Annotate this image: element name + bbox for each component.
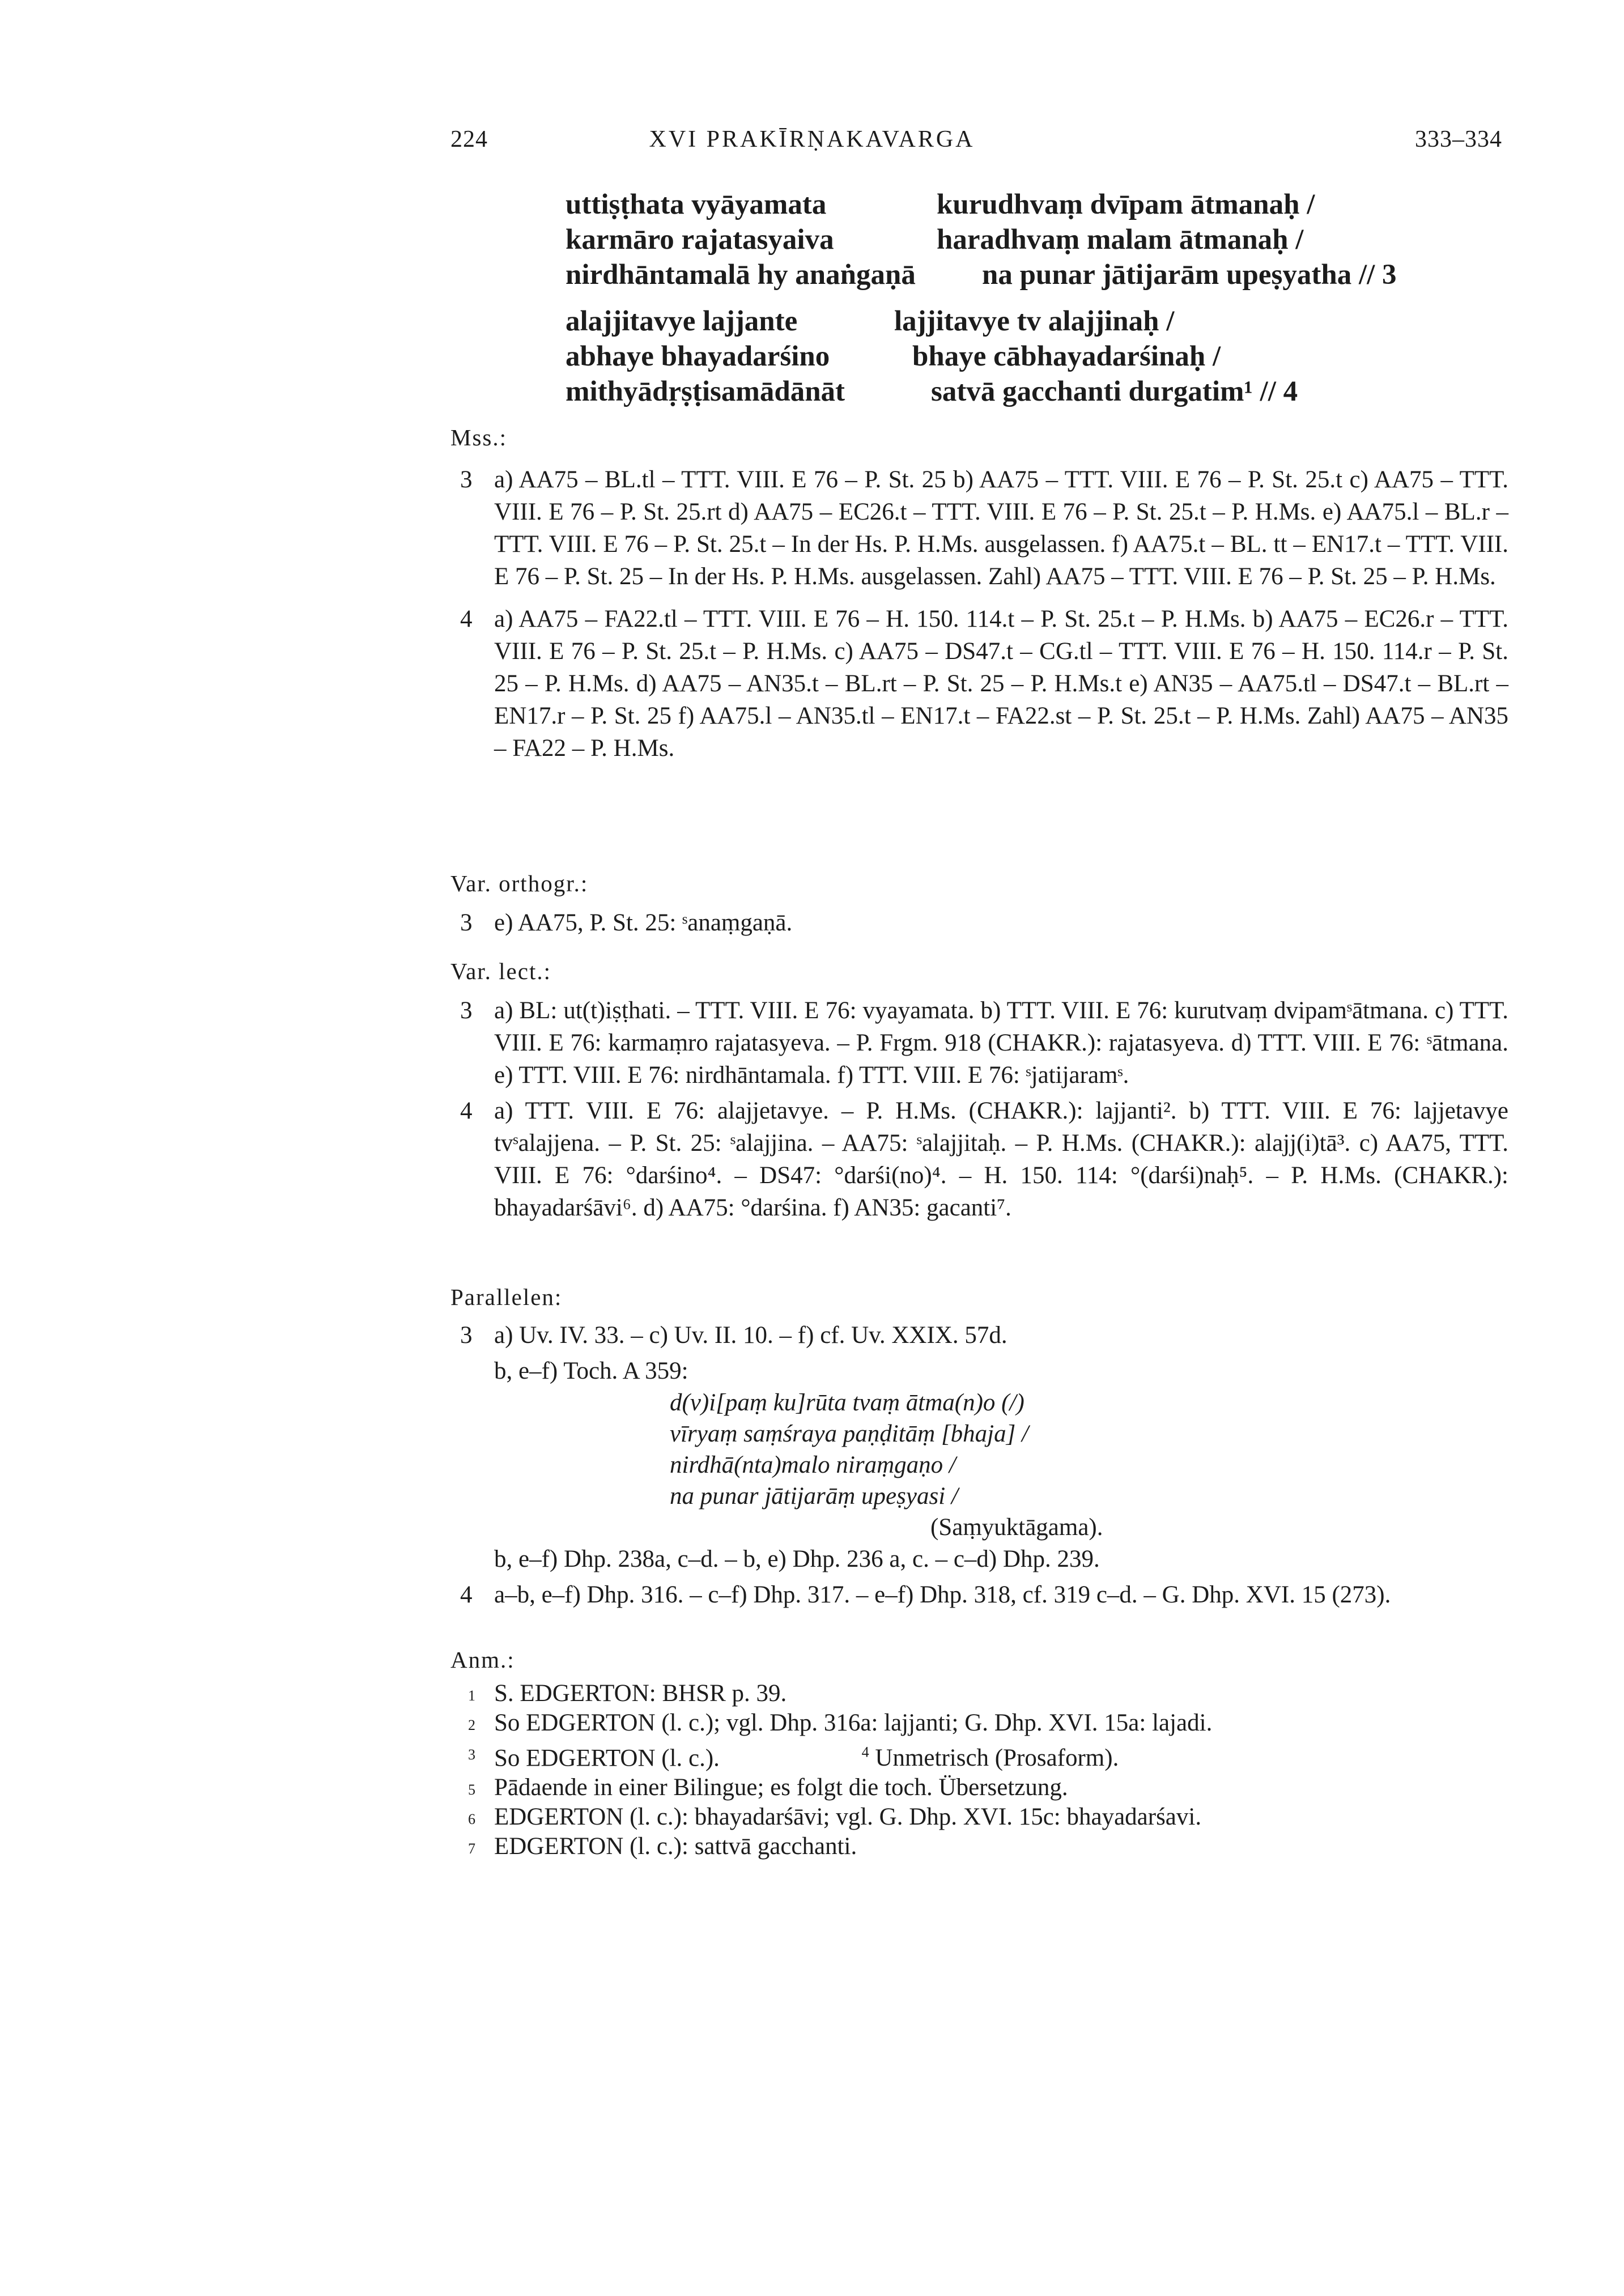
footnote-inline (726, 1745, 1119, 1771)
quote-line: d(v)i[paṃ ku]rūta tvaṃ ātma(n)o (/) (670, 1389, 1024, 1416)
verse-pada-a: nirdhāntamalā hy anaṅgaṇā (566, 259, 916, 291)
parallel-text: a) Uv. IV. 33. – c) Uv. II. 10. – f) cf. Uv. XXIX. 57d. (494, 1322, 1007, 1349)
parallelen-heading: Parallelen: (450, 1284, 563, 1310)
verse-line (566, 304, 1512, 339)
notes-block (460, 1679, 1508, 1861)
parallel-text: b, e–f) Dhp. 238a, c–d. – b, e) Dhp. 236 a, c. – c–d) Dhp. 239. (494, 1546, 1100, 1572)
mss-entry-4 (460, 603, 1508, 764)
quote-line: nirdhā(nta)malo niraṃgaṇo / (670, 1452, 956, 1478)
quote-line: na punar jātijarāṃ upeṣyasi / (670, 1483, 958, 1510)
orthogr-heading: Var. orthogr.: (450, 870, 589, 896)
verse-pada-b: kurudhvaṃ dvīpam ātmanaḥ / (937, 189, 1315, 220)
verse-pada-a: karmāro rajatasyaiva (566, 224, 834, 256)
quote-source: (Saṃyuktāgama). (930, 1514, 1103, 1541)
footnote-text: So EDGERTON (l. c.); vgl. Dhp. 316a: lajjanti; G. Dhp. XVI. 15a: lajadi. (494, 1710, 1213, 1736)
footnote-text: EDGERTON (l. c.): bhayadarśāvi; vgl. G. Dhp. XVI. 15c: bhayadarśavi. (494, 1804, 1202, 1831)
verse-line (566, 374, 1512, 409)
entry-number: 3 (460, 997, 473, 1024)
footnote-number: 2 (468, 1717, 475, 1733)
parallelen-block (460, 1319, 1508, 1611)
parallel-line (460, 1319, 1508, 1351)
entry-number: 4 (460, 1098, 473, 1124)
entry-number: 4 (460, 606, 473, 632)
verse-line (566, 222, 1512, 257)
lect-heading: Var. lect.: (450, 958, 551, 984)
footnote-number: 5 (468, 1781, 475, 1798)
verse-pada-a: abhaye bhayadarśino (566, 341, 830, 372)
verse-pada-a: uttiṣṭhata vyāyamata (566, 189, 827, 220)
entry-number: 3 (460, 1322, 473, 1349)
verse-pada-b: satvā gacchanti durgatim¹ // 4 (931, 376, 1298, 407)
parallel-line (460, 1543, 1508, 1575)
verse-line (566, 257, 1512, 292)
parallel-text: a–b, e–f) Dhp. 316. – c–f) Dhp. 317. – e–f) Dhp. 318, cf. 319 c–d. – G. Dhp. XVI. 15 (273). (494, 1581, 1391, 1608)
verse-pada-b: na punar jātijarām upeṣyatha // 3 (982, 259, 1397, 291)
verse-pada-a: alajjitavye lajjante (566, 305, 798, 337)
footnote-number: 1 (468, 1687, 475, 1704)
verse-line (566, 187, 1512, 222)
verse-pada-a: mithyādṛṣṭisamādānāt (566, 376, 845, 407)
footnote-number: 7 (468, 1840, 475, 1857)
verse-line (566, 339, 1512, 374)
parallel-text: b, e–f) Toch. A 359: (494, 1358, 688, 1384)
verse-pada-b: lajjitavye tv alajjinaḥ / (894, 305, 1175, 337)
entry-text: a) AA75 – FA22.tl – TTT. VIII. E 76 – H. 150. 114.t – P. St. 25.t – P. H.Ms. b) AA75 – EC26.r – TTT. VIII. E 76 – P. St. 25.t – P. H.Ms. c) AA75 – DS47.t – CG.tl – TTT. VIII. E 76 – H. 150. 114.r – P. St. 25 – P. H.Ms. d) AA75 – AN35.t – BL.rt – P. St. 25 – P. H.Ms.t e) AN35 – AA75.tl – DS47.t – BL.rt – EN17.r – P. St. 25 f) AA75.l – AN35.tl – EN17.t – FA22.st – P. St. 25.t – P. H.Ms. Zahl) AA75 – AN35 – FA22 – P. H.Ms. (494, 606, 1508, 762)
footnote-text: EDGERTON (l. c.): sattvā gacchanti. (494, 1833, 857, 1860)
parallel-line (460, 1579, 1508, 1611)
page-title: XVI PRAKĪRṆAKAVARGA (649, 126, 975, 152)
orthogr-entry-3 (460, 907, 1508, 939)
footnote (460, 1738, 1508, 1773)
parallel-line (460, 1355, 1508, 1387)
mss-block (460, 464, 1508, 764)
lect-block (460, 994, 1508, 1224)
entry-text: a) TTT. VIII. E 76: alajjetavye. – P. H.Ms. (CHAKR.): lajjanti². b) TTT. VIII. E 76: lajjetavye tvˢalajjena. – P. St. 25: ˢalajjina. – AA75: ˢalajjitaḥ. – P. H.Ms. (CHAKR.): alajj(i)tā³. c) AA75, TTT. VIII. E 76: °darśino⁴. – DS47: °darśi(no)⁴. – H. 150. 114: °(darśi)naḥ⁵. – P. H.Ms. (CHAKR.): bhayadarśāvi⁶. d) AA75: °darśina. f) AN35: gacanti⁷. (494, 1098, 1508, 1221)
verse-pada-b: bhaye cābhayadarśinaḥ / (912, 341, 1221, 372)
entry-text: a) AA75 – BL.tl – TTT. VIII. E 76 – P. St. 25 b) AA75 – TTT. VIII. E 76 – P. St. 25.t c) AA75 – TTT. VIII. E 76 – P. St. 25.rt d) AA75 – EC26.t – TTT. VIII. E 76 – P. St. 25.t – P. H.Ms. e) AA75.l – BL.r – TTT. VIII. E 76 – P. St. 25.t – In der Hs. P. H.Ms. ausgelassen. f) AA75.t – BL. tt – EN17.t – TTT. VIII. E 76 – P. St. 25 – In der Hs. P. H.Ms. ausgelassen. Zahl) AA75 – TTT. VIII. E 76 – P. St. 25 – P. H.Ms. (494, 466, 1508, 590)
running-header (0, 126, 1624, 160)
footnote (460, 1802, 1508, 1832)
footnote-number: 4 (861, 1744, 869, 1761)
anm-heading: Anm.: (450, 1647, 515, 1673)
entry-text: a) BL: ut(t)iṣṭhati. – TTT. VIII. E 76: vyayamata. b) TTT. VIII. E 76: kurutvaṃ dvipamˢātmana. c) TTT. VIII. E 76: karmaṃro rajatasyeva. – P. Frgm. 918 (CHAKR.): rajatasyeva. d) TTT. VIII. E 76: ˢātmana. e) TTT. VIII. E 76: nirdhāntamala. f) TTT. VIII. E 76: ˢjatijaramˢ. (494, 997, 1508, 1089)
footnote (460, 1832, 1508, 1861)
footnote-text: So EDGERTON (l. c.). (494, 1745, 720, 1772)
lect-entry-4 (460, 1095, 1508, 1224)
footnote-text: Pādaende in einer Bilingue; es folgt die toch. Übersetzung. (494, 1774, 1068, 1801)
footnote-text: Unmetrisch (Prosaform). (875, 1745, 1119, 1772)
entry-number: 3 (460, 466, 473, 493)
toch-quote (460, 1387, 1508, 1543)
mss-heading: Mss.: (450, 424, 508, 450)
entry-number: 3 (460, 909, 473, 936)
footnote (460, 1679, 1508, 1708)
page-number: 224 (450, 126, 488, 152)
footnote-text: S. EDGERTON: BHSR p. 39. (494, 1680, 787, 1707)
orthogr-block (460, 907, 1508, 939)
entry-number: 4 (460, 1581, 473, 1608)
entry-text: e) AA75, P. St. 25: ˢanaṃgaṇā. (494, 909, 793, 936)
verse-range: 333–334 (1415, 126, 1502, 152)
quote-line: vīryaṃ saṃśraya paṇḍitāṃ [bhaja] / (670, 1421, 1029, 1447)
verse-pada-b: haradhvaṃ malam ātmanaḥ / (937, 224, 1304, 256)
lect-entry-3 (460, 994, 1508, 1091)
verse-block (566, 187, 1512, 409)
footnote (460, 1773, 1508, 1802)
footnote (460, 1708, 1508, 1738)
footnote-number: 3 (468, 1746, 475, 1763)
mss-entry-3 (460, 464, 1508, 593)
footnote-number: 6 (468, 1811, 475, 1828)
